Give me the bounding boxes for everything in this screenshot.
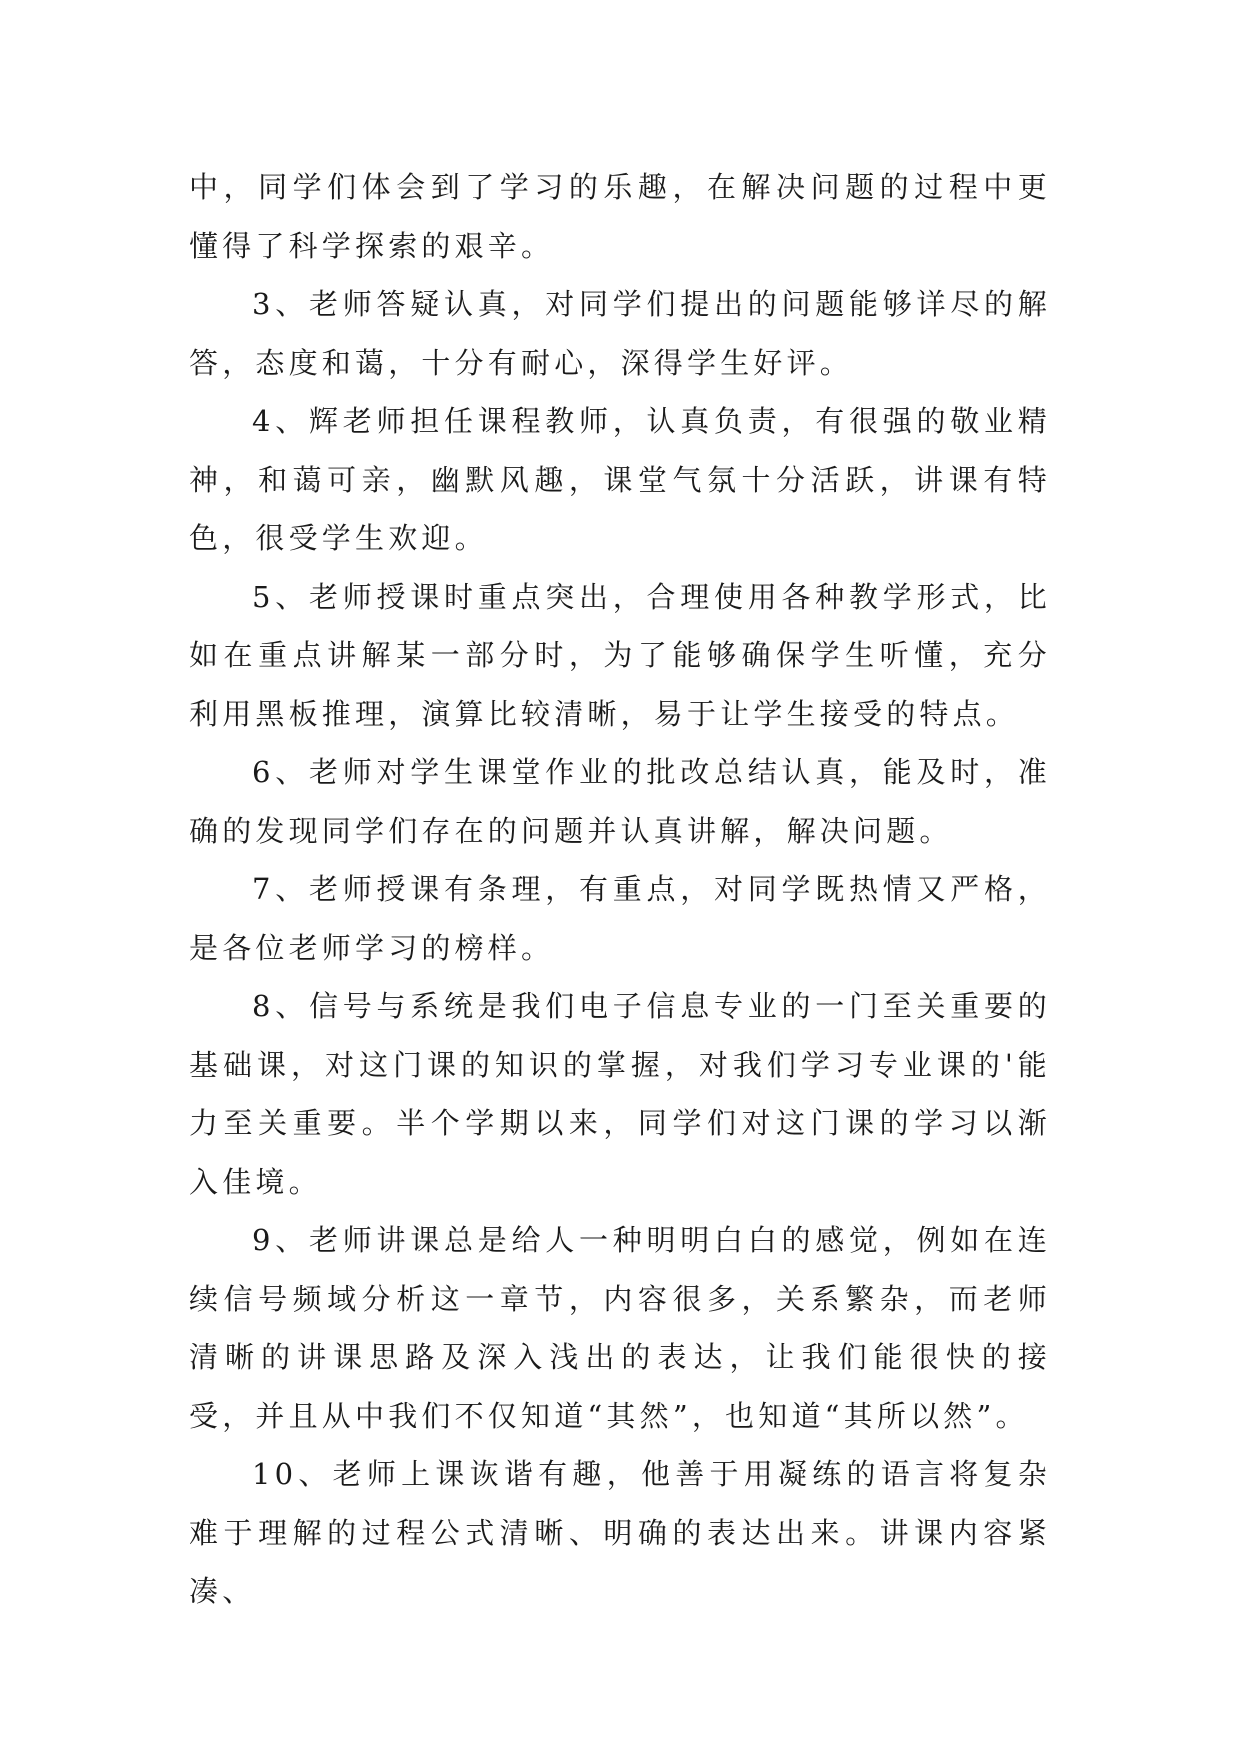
paragraph-item-9: 9、老师讲课总是给人一种明明白白的感觉，例如在连续信号频域分析这一章节，内容很多，关系繁杂，而老师清晰的讲课思路及深入浅出的表达，让我们能很快的接受，并且从中我们不仅知道“其然”，也知道“其所以然”。 [189,1223,1051,1433]
paragraph-continuation: 中，同学们体会到了学习的乐趣，在解决问题的过程中更懂得了科学探索的艰辛。 [189,170,1051,263]
body-text [189,158,1051,1621]
paragraph-item-4: 4、辉老师担任课程教师，认真负责，有很强的敬业精神，和蔼可亲，幽默风趣，课堂气氛十分活跃，讲课有特色，很受学生欢迎。 [189,404,1051,555]
paragraph-item-7: 7、老师授课有条理，有重点，对同学既热情又严格，是各位老师学习的榜样。 [189,872,1051,965]
paragraph-item-8: 8、信号与系统是我们电子信息专业的一门至关重要的基础课，对这门课的知识的掌握，对我们学习专业课的'能力至关重要。半个学期以来，同学们对这门课的学习以渐入佳境。 [189,989,1051,1199]
paragraph-item-3: 3、老师答疑认真，对同学们提出的问题能够详尽的解答，态度和蔼，十分有耐心，深得学生好评。 [189,287,1051,380]
paragraph-item-5: 5、老师授课时重点突出，合理使用各种教学形式，比如在重点讲解某一部分时，为了能够确保学生听懂，充分利用黑板推理，演算比较清晰，易于让学生接受的特点。 [189,579,1051,731]
paragraph-item-6: 6、老师对学生课堂作业的批改总结认真，能及时，准确的发现同学们存在的问题并认真讲解，解决问题。 [189,755,1051,848]
paragraph-item-10: 10、老师上课诙谐有趣，他善于用凝练的语言将复杂难于理解的过程公式清晰、明确的表达出来。讲课内容紧凑、 [189,1457,1051,1608]
